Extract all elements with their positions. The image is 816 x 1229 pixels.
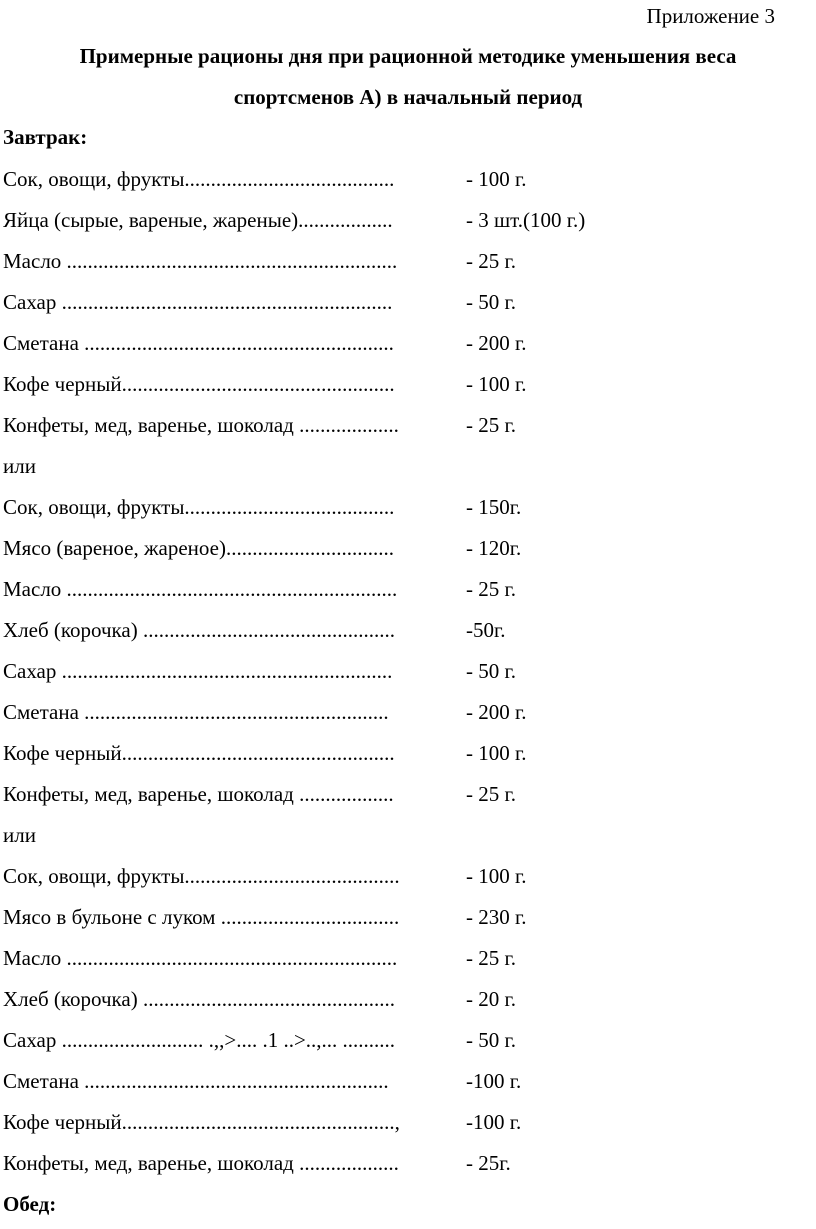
row-amount: - 100 г. [466, 167, 527, 191]
row-item: Конфеты, мед, варенье, шоколад ................... [3, 413, 399, 437]
row-item: Конфеты, мед, варенье, шоколад ................... [3, 1151, 399, 1175]
row-amount: - 25 г. [466, 782, 516, 806]
row-item: Сок, овощи, фрукты........................................ [3, 167, 395, 191]
row-item: Яйца (сырые, вареные, жареные).................. [3, 208, 393, 232]
row-amount: - 150г. [466, 495, 522, 519]
page-title-line-1: Примерные рационы дня при рационной методике уменьшения веса [79, 44, 737, 68]
row-amount: - 100 г. [466, 864, 527, 888]
row-item: Мясо в бульоне с луком .................................. [3, 905, 400, 929]
row-amount: - 100 г. [466, 372, 527, 396]
breakfast-heading: Завтрак: [3, 125, 88, 149]
row-amount: -100 г. [466, 1110, 522, 1134]
row-item: Сахар ............................................................... [3, 659, 393, 683]
row-amount: - 25 г. [466, 249, 516, 273]
row-item: Сметана .......................................................... [3, 1069, 389, 1093]
row-amount: - 20 г. [466, 987, 516, 1011]
row-amount: - 230 г. [466, 905, 527, 929]
row-item: Сок, овощи, фрукты......................................... [3, 864, 400, 888]
or-separator: или [3, 454, 36, 478]
page-title-line-2: спортсменов А) в начальный период [233, 85, 583, 109]
row-item: Сахар ............................................................... [3, 290, 393, 314]
row-amount: - 3 шт.(100 г.) [466, 208, 586, 232]
row-amount: - 25г. [466, 1151, 511, 1175]
row-amount: -50г. [466, 618, 506, 642]
row-item: Сок, овощи, фрукты........................................ [3, 495, 395, 519]
row-amount: - 50 г. [466, 659, 516, 683]
row-item: Мясо (вареное, жареное)................................ [3, 536, 394, 560]
row-item: Масло ............................................................... [3, 577, 398, 601]
row-amount: - 50 г. [466, 1028, 516, 1052]
row-amount: - 200 г. [466, 331, 527, 355]
row-amount: - 200 г. [466, 700, 527, 724]
row-item: Сахар ........................... .,,>.... .1 ..>..,... .......... [3, 1028, 396, 1052]
row-item: Сметана ........................................................... [3, 331, 394, 355]
row-item: Сметана .......................................................... [3, 700, 389, 724]
row-amount: - 25 г. [466, 413, 516, 437]
appendix-label: Приложение 3 [646, 4, 775, 28]
lunch-heading: Обед: [3, 1192, 57, 1216]
row-amount: - 120г. [466, 536, 522, 560]
row-item: Хлеб (корочка) ................................................ [3, 987, 395, 1011]
row-amount: - 25 г. [466, 577, 516, 601]
row-item: Кофе черный...................................................., [3, 1110, 400, 1134]
row-amount: - 100 г. [466, 741, 527, 765]
row-item: Хлеб (корочка) ................................................ [3, 618, 395, 642]
row-amount: - 25 г. [466, 946, 516, 970]
row-item: Кофе черный.................................................... [3, 372, 395, 396]
row-amount: -100 г. [466, 1069, 522, 1093]
row-item: Кофе черный.................................................... [3, 741, 395, 765]
row-item: Конфеты, мед, варенье, шоколад .................. [3, 782, 394, 806]
row-amount: - 50 г. [466, 290, 516, 314]
row-item: Масло ............................................................... [3, 249, 398, 273]
row-item: Масло ............................................................... [3, 946, 398, 970]
or-separator: или [3, 823, 36, 847]
